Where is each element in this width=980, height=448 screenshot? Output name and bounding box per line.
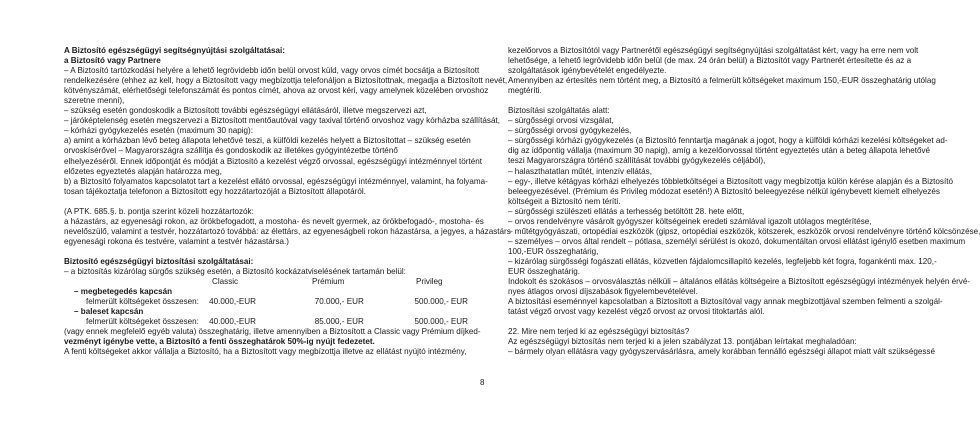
paragraph-line: megtéríti. (508, 86, 542, 96)
coverage-table-row (64, 297, 468, 307)
services-subheading: a Biztosító vagy Partnere (64, 56, 161, 66)
sub-item-a: előzetes egyeztetés alapján határozza meg, (64, 166, 222, 176)
paragraph-line: szeretne menni), (64, 96, 125, 106)
cost-item: EUR összeghatárig. (508, 266, 580, 276)
cost-item: – egy-, illetve kétágyas kórházi elhelyezés többletköltségei a Biztosított vagy megbízottja külön kérése alapján és a Biztosító (508, 176, 953, 186)
ptk-reference-line: egyenesági rokona és testvére, valamint a testvér házastársa.) (64, 236, 289, 246)
cost-item: beleegyezésével. (Prémium és Privileg módozat esetén!) A Biztosító beleegyezése nélkül igénybevett kiemelt elhelyezés (508, 186, 940, 196)
column-header-privileg: Privileg (416, 276, 443, 286)
section-22-heading: 22. Mire nem terjed ki az egészségügyi biztosítás? (508, 327, 690, 337)
coverage-table-row (64, 307, 468, 317)
section-22-text: Az egészségügyi biztosítás nem terjed ki a jelen szabályzat 13. pontjában leírtakat meghaladóan: (508, 337, 857, 347)
cost-item: Indokolt és szokásos – orvosválasztás nélküli – általános ellátás költségeire a Biztosított egészségügyi intézmények helyén érvé- (508, 277, 971, 287)
row-label: – baleset kapcsán (74, 307, 144, 317)
cost-item: – halaszthatatlan műtét, intenzív ellátás, (508, 166, 652, 176)
right-column (508, 46, 980, 357)
cost-item: 100,-EUR összeghatárig, (508, 246, 599, 256)
row-label: felmerült költségeket összesen: (86, 297, 199, 307)
column-header-classic: Classic (212, 276, 239, 286)
cost-item: nyes átlagos orvosi díjszabások figyelembevételével. (508, 287, 698, 297)
row-label: felmerült költségeket összesen: (86, 317, 199, 327)
cost-item: – sürgősségi szülészeti ellátás a terhesség betöltött 28. hete előtt, (508, 206, 745, 216)
cost-item: teszi Magyarországra történő szállítását további gyógykezelés céljából), (508, 156, 766, 166)
list-item: – járóképtelenség esetén megszervezi a Biztosított mentőautóval vagy taxival történő orvoshoz vagy kórházba szállítását, (64, 116, 500, 126)
sub-item-a: orvoskísérővel – Magyarországra szállítja és gondoskodik az illetékes gyógyintézetbe történő (64, 146, 398, 156)
cost-item: költségeit a Biztosító nem téríti. (508, 196, 621, 206)
amount-classic: 40.000,-EUR (209, 317, 256, 327)
amount-classic: 40.000,-EUR (209, 297, 256, 307)
cost-item: dig az időpontig vállalja (maximum 30 napig), amíg a kezelőorvossal történt egyeztetés után a beteg állapota lehetővé (508, 146, 931, 156)
paragraph-line: rendelkezésére (ehhez az kell, hogy a Biztosított vagy megbízottja telefonáljon a Biztosítottnak, megadja a Biztosított nevét, (64, 76, 508, 86)
amount-privileg: 500.000,- EUR (414, 317, 468, 327)
paragraph-line: – A Biztosító tartózkodási helyére a lehető legrövidebb időn belül orvost küld, vagy orvos címét bocsátja a Biztosított (64, 66, 480, 76)
sub-item-b: b) a Biztosító folyamatos kapcsolatot tart a kezelést ellátó orvossal, egészségügyi intézménnyel, valamint, ha folyama- (64, 176, 488, 186)
cost-item: – sürgősségi kórházi gyógykezelés (a Biztosító fenntartja magának a jogot, hogy a külföldi kórházi kezelési költségeket ad- (508, 136, 948, 146)
insurance-services-heading: Biztosító egészségügyi biztosítási szolgáltatásai: (64, 256, 254, 266)
ptk-reference: (A PTK. 685.§. b. pontja szerint közeli hozzátartozók: (64, 206, 254, 216)
left-column (64, 46, 511, 357)
paragraph-line: vezményt igénybe vette, a Biztosító a fenti összeghatárok 50%-ig nyújt fedezetet. (64, 337, 375, 347)
row-label: – megbetegedés kapcsán (74, 287, 173, 297)
paragraph-line: (vagy ennek megfelelő egyéb valuta) összeghatárig, illetve amennyiben a Biztosított a Classic vagy Prémium díjked- (64, 327, 481, 337)
cost-item: – műtétgyógyászati, ortopédiai eszközök (gipsz, ortopédiai eszközök, kötszerek, eszközök orvosi rendelvényre történő kölcsönzése, (508, 226, 980, 236)
cost-item: – személyes – orvos által rendelt – pótlasa, személyi sérülést is okozó, dokumentáltan orvosi ellátást igénylő esetben maximum (508, 236, 966, 246)
coverage-table-header (64, 277, 468, 287)
ptk-reference-line: nevelőszülő, valamint a testvér, hozzátartozó továbbá: az élettárs, az egyeneságbeli rokon házastársa, a jegyes, a házastárs (64, 226, 511, 236)
list-item: – szükség esetén gondoskodik a Biztosított további egészségügyi ellátásáról, illetve megszervezi azt, (64, 106, 427, 116)
paragraph-line: lehetősége, a lehető legrövidebb időn belül (de max. 24 órán belül) a Biztosítót vagy Partnerét értesítette és az a (508, 56, 912, 66)
paragraph-line: A fenti költségeket akkor vállalja a Biztosító, ha a Biztosított vagy megbízottja illetve az ellátást nyújtó intézmény, (64, 347, 467, 357)
cost-item: – sürgősségi orvosi vizsgálat, (508, 116, 614, 126)
amount-premium: 85.000,- EUR (314, 317, 364, 327)
services-heading: A Biztosító egészségügyi segítségnyújtási szolgáltatásai: (64, 46, 285, 55)
ptk-reference-line: a házastárs, az egyenesági rokon, az örökbefogadott, a mostoha- és nevelt gyermek, az örökbefogadó-, mostoha- és (64, 216, 484, 226)
coverage-table-row (64, 317, 468, 327)
sub-item-a: elhelyezéséről. Ennek időpontját és módját a Biztosító a kezelést végző orvossal, egészségügyi intézménnyel történt (64, 156, 482, 166)
cost-item: – kizárólag sürgősségi fogászati ellátás, közvetlen fájdalomcsillapító kezelés, legfeljebb két fogra, fogankénti max. 120,- (508, 256, 937, 266)
cost-item: tatást végző orvost vagy kezelést végző orvost az orvosi titoktartás alól. (508, 307, 765, 317)
section-22-item: – bármely olyan ellátásra vagy gyógyszervásárlásra, amely korábban fennálló egészségi állapot miatt vált szükségessé (508, 347, 935, 357)
insurance-scope-line: – a biztosítás kizárólag sürgős szükség esetén, a Biztosító kockázatviselésének tartamán belül: (64, 266, 406, 276)
sub-item-a: a) amint a kórházban lévő beteg állapota lehetővé teszi, a külföldi kezelés helyett a Biztosítottat – szükség esetén (64, 136, 471, 146)
paragraph-line: kötvényszámát, elérhetőségi telefonszámát és pontos címét, ahova az orvost kéri, vagy amelynek közelében orvoshoz (64, 86, 489, 96)
cost-item: – sürgősségi orvosi gyógykezelés, (508, 126, 632, 136)
list-item: – kórházi gyógykezelés esetén (maximum 30 napig): (64, 126, 253, 136)
paragraph-line: szolgáltatások igénybevételét engedélyezte. (508, 66, 667, 76)
cost-item: – orvos rendelvényre vásárolt gyógyszer költségeinek eredeti számlával igazolt utólagos megtérítése, (508, 216, 872, 226)
column-header-premium: Prémium (312, 276, 345, 286)
paragraph-line: Amennyiben az értesítés nem történt meg, a Biztosító a felmerült költségeket maximum 150,-EUR összeghatárig utólag (508, 76, 936, 86)
costs-heading: Biztosítási szolgáltatás alatt: (508, 106, 610, 116)
paragraph-line: kezelőorvos a Biztosítótól vagy Partnerétől egészségügyi segítségnyújtási szolgáltatást kért, vagy ha erre nem volt (508, 46, 919, 55)
coverage-table-row (64, 287, 468, 297)
amount-privileg: 500.000,- EUR (414, 297, 468, 307)
sub-item-b: tosan tájékoztatja telefonon a Biztosított egy hozzátartozóját a Biztosított állapotáról. (64, 186, 366, 196)
amount-premium: 70.000,- EUR (314, 297, 364, 307)
cost-item: A biztosítási eseménnyel kapcsolatban a Biztosított a Biztosítóval vagy annak megbízottjával szemben felmenti a szolgál- (508, 297, 943, 307)
page-number: 8 (480, 378, 485, 387)
